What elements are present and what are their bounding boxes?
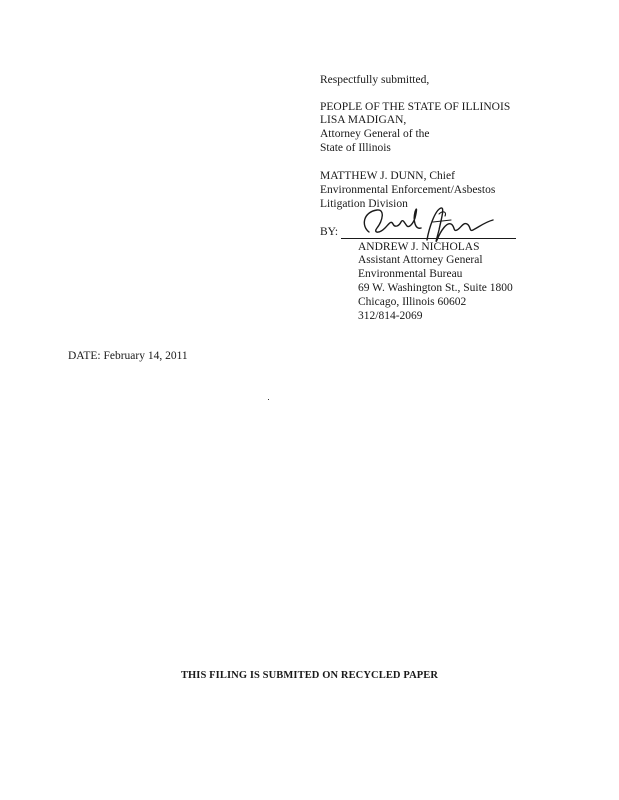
division-line-3: Litigation Division	[320, 198, 408, 210]
address-line-1: 69 W. Washington St., Suite 1800	[358, 282, 513, 294]
signer-name: ANDREW J. NICHOLAS	[358, 241, 480, 253]
signer-bureau: Environmental Bureau	[358, 268, 463, 280]
party-line-3: Attorney General of the	[320, 128, 430, 140]
footer-notice: THIS FILING IS SUBMITED ON RECYCLED PAPER	[180, 670, 439, 681]
party-line-2: LISA MADIGAN,	[320, 114, 407, 126]
division-line-1: MATTHEW J. DUNN, Chief	[320, 170, 455, 182]
date-line: DATE: February 14, 2011	[68, 350, 188, 362]
division-line-2: Environmental Enforcement/Asbestos	[320, 184, 496, 196]
by-label: BY:	[320, 226, 339, 238]
party-line-4: State of Illinois	[320, 142, 391, 154]
party-line-1: PEOPLE OF THE STATE OF ILLINOIS	[320, 101, 511, 113]
closing-text: Respectfully submitted,	[320, 74, 430, 86]
signer-title: Assistant Attorney General	[358, 254, 483, 266]
phone-number: 312/814-2069	[358, 310, 423, 322]
address-line-2: Chicago, Illinois 60602	[358, 296, 467, 308]
signature-line	[341, 238, 516, 239]
speck	[268, 399, 269, 400]
